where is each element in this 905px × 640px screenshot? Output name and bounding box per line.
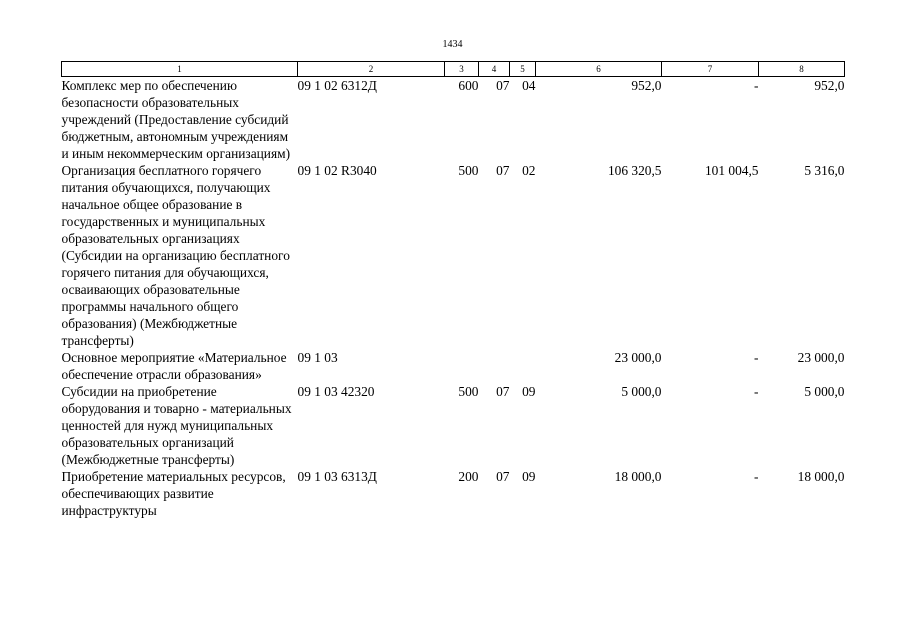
column-header: 3: [445, 62, 479, 77]
row-col3: 600: [458, 78, 479, 93]
row-col6: 18 000,0: [614, 469, 662, 484]
row-col7: -: [754, 350, 759, 365]
column-header: 4: [479, 62, 510, 77]
row-col7: -: [754, 469, 759, 484]
table-row: [62, 468, 845, 519]
budget-table: [61, 61, 845, 519]
row-col4: 07: [496, 469, 510, 484]
row-code: 09 1 03 6313Д: [297, 469, 377, 484]
row-col6: 23 000,0: [614, 350, 662, 365]
page-number: 1434: [442, 39, 463, 50]
column-header: 7: [662, 62, 759, 77]
row-col3: 500: [458, 384, 479, 399]
row-code: 09 1 03: [297, 350, 338, 365]
column-header: 1: [62, 62, 298, 77]
row-name: Приобретение материальных ресурсов, обеспечивающих развитие инфраструктуры: [61, 469, 286, 518]
row-col5: 02: [522, 163, 536, 178]
row-col5: 09: [522, 469, 536, 484]
row-col4: 07: [496, 384, 510, 399]
column-header: 8: [759, 62, 845, 77]
row-col4: [479, 349, 510, 383]
row-code: 09 1 03 42320: [297, 384, 375, 399]
column-number-row: [62, 62, 845, 77]
row-name: Основное мероприятие «Материальное обеспечение отрасли образования»: [61, 350, 287, 382]
row-col7: -: [754, 384, 759, 399]
row-col6: 952,0: [631, 78, 662, 93]
row-col4: 07: [496, 78, 510, 93]
row-col8: 23 000,0: [797, 350, 845, 365]
row-col5: 04: [522, 78, 536, 93]
row-col6: 5 000,0: [621, 384, 662, 399]
row-code: 09 1 02 6312Д: [297, 78, 377, 93]
row-col4: 07: [496, 163, 510, 178]
row-col3: 200: [458, 469, 479, 484]
table-row: [62, 77, 845, 163]
row-col6: 106 320,5: [607, 163, 662, 178]
row-col3: [445, 349, 479, 383]
row-col8: 5 316,0: [804, 163, 845, 178]
column-header: 6: [536, 62, 662, 77]
row-col7: 101 004,5: [704, 163, 759, 178]
row-name: Организация бесплатного горячего питания обучающихся, получающих начальное общее образование в государственных и муниципальных образовательных организациях (Субсидии на организацию бесплатного горячего питания для обучающихся, осваивающих образовательные программы начального общего образования) (Межбюджетные трансферты): [61, 163, 290, 348]
row-col8: 952,0: [814, 78, 845, 93]
row-col7: -: [754, 78, 759, 93]
row-name: Комплекс мер по обеспечению безопасности образовательных учреждений (Предоставление субсидий бюджетным, автономным учреждениям и иным некоммерческим организациям): [61, 78, 291, 161]
row-code: 09 1 02 R3040: [297, 163, 377, 178]
column-header: 5: [510, 62, 536, 77]
row-name: Субсидии на приобретение оборудования и товарно - материальных ценностей для нужд муниципальных образовательных организаций (Межбюджетные трансферты): [61, 384, 292, 467]
table-row: [62, 383, 845, 468]
row-col5: [510, 349, 536, 383]
row-col3: 500: [458, 163, 479, 178]
table-row: [62, 349, 845, 383]
row-col5: 09: [522, 384, 536, 399]
row-col8: 18 000,0: [797, 469, 845, 484]
table-row: [62, 162, 845, 349]
row-col8: 5 000,0: [804, 384, 845, 399]
column-header: 2: [298, 62, 445, 77]
